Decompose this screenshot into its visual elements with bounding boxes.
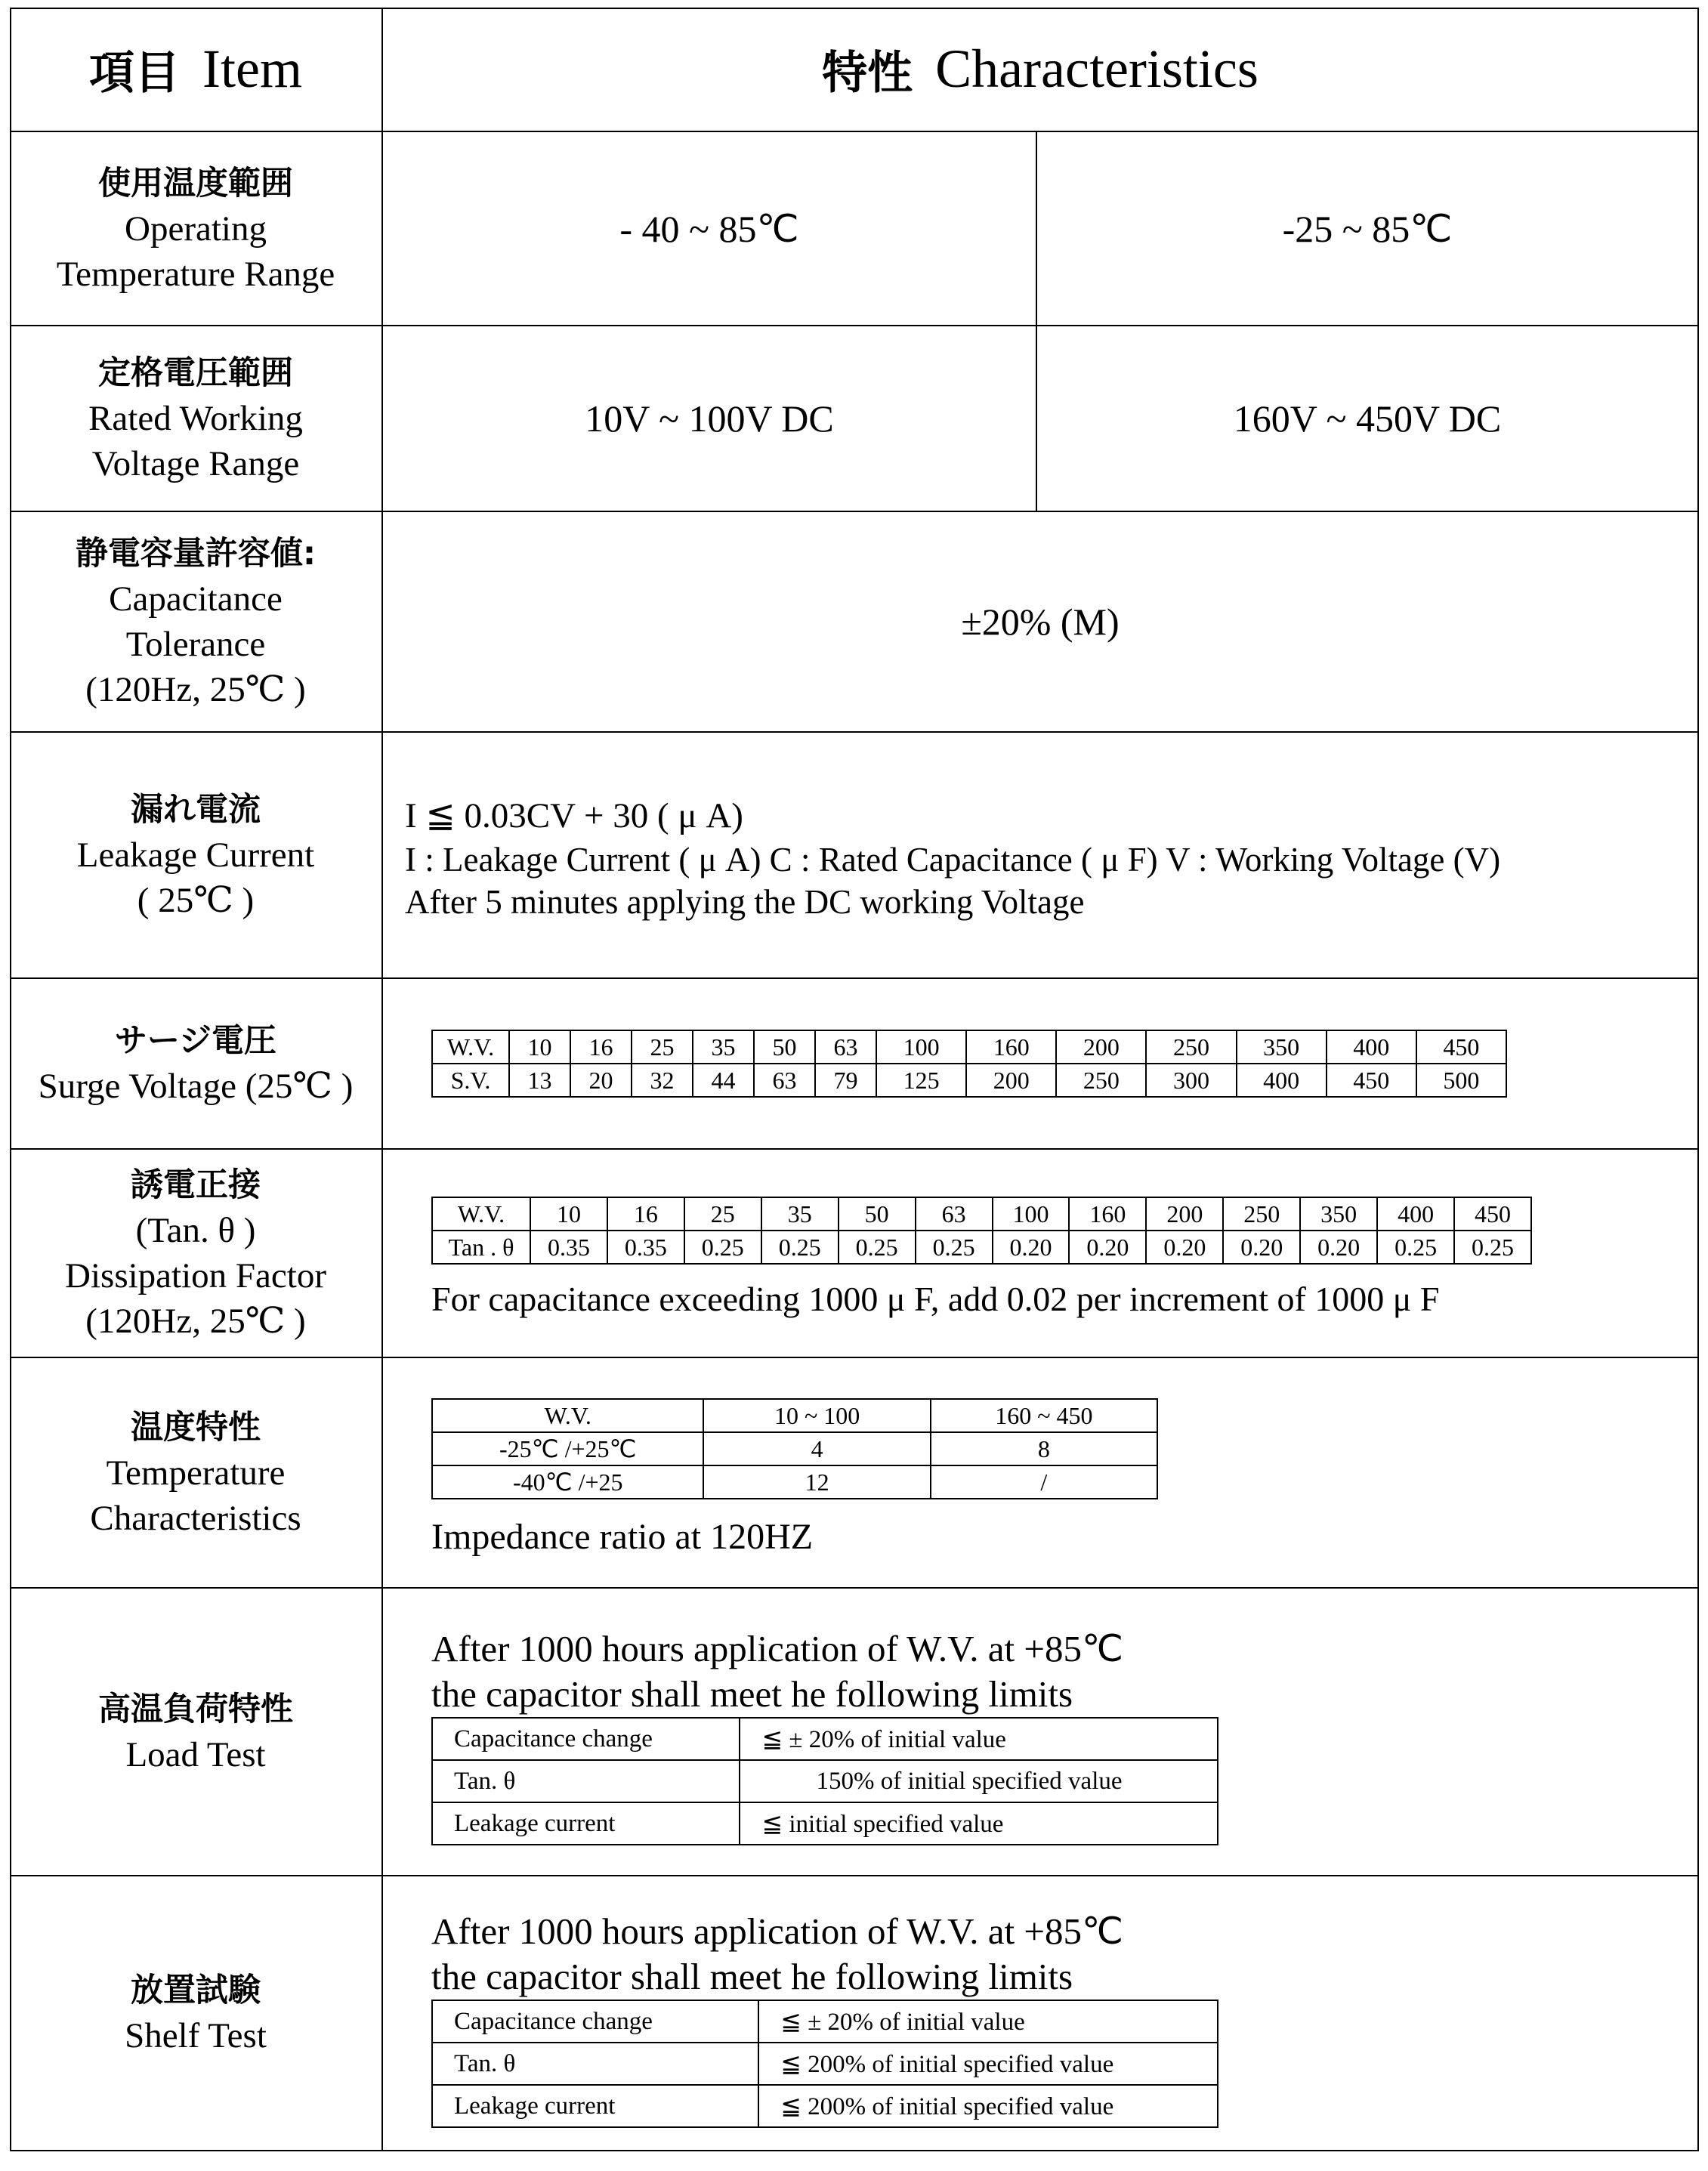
load-test-limits-table [431,1717,1218,1845]
table-cell: 10 [509,1030,570,1064]
table-cell: ≦ ± 20% of initial value [740,1718,1218,1760]
label-jp: 静電容量許容値: [75,535,317,573]
table-row [432,1197,1531,1231]
table-cell: 35 [693,1030,754,1064]
label-en: Voltage Range [91,444,300,483]
table-cell: 13 [509,1064,570,1097]
table-cell: 300 [1146,1064,1236,1097]
table-cell: 0.25 [916,1231,993,1264]
label-en: Operating [125,208,267,249]
table-row [432,1432,1157,1465]
label-en: Tolerance [125,625,266,664]
table-cell: 160 [966,1030,1056,1064]
table-cell: 63 [916,1197,993,1231]
leakage-current-label [10,733,381,977]
table-cell: 0.20 [1146,1231,1223,1264]
table-cell: 250 [1223,1197,1300,1231]
table-cell: 79 [815,1064,876,1097]
label-jp: 誘電正接 [131,1166,261,1204]
dissipation-factor-label [10,1150,381,1357]
table-cell: 100 [993,1197,1070,1231]
header-item-en: Item [202,39,302,99]
table-cell: 0.35 [530,1231,607,1264]
operating-temp-value-high: -25 ~ 85℃ [1282,207,1453,250]
header-characteristics-en: Characteristics [935,39,1259,99]
rated-voltage-value-low: 10V ~ 100V DC [585,397,834,440]
table-row [432,2000,1218,2043]
capacitance-tolerance-label [10,512,381,731]
table-cell: W.V. [432,1399,703,1432]
table-cell: 0.20 [1223,1231,1300,1264]
table-cell: Tan. θ [432,1760,740,1802]
table-cell: 20 [570,1064,632,1097]
table-cell: ≦ ± 20% of initial value [758,2000,1218,2043]
leakage-note: After 5 minutes applying the DC working Voltage [405,883,1085,921]
table-cell: 0.25 [684,1231,761,1264]
table-cell: W.V. [432,1197,530,1231]
rated-voltage-value-high: 160V ~ 450V DC [1233,397,1502,440]
table-cell: 125 [876,1064,966,1097]
table-cell: 10 ~ 100 [703,1399,930,1432]
label-en: Characteristics [90,1498,301,1538]
table-cell: 0.25 [1454,1231,1531,1264]
operating-temp-label [10,132,381,325]
label-jp: 温度特性 [131,1408,261,1447]
load-test-label [10,1589,381,1875]
table-row [432,2085,1218,2127]
table-cell: 44 [693,1064,754,1097]
table-cell: ≦ 200% of initial specified value [758,2043,1218,2085]
table-cell: -40℃ /+25 [432,1465,703,1499]
table-cell: 150% of initial specified value [740,1760,1218,1802]
surge-voltage-label [10,979,381,1148]
header-item-jp: 項目 [89,46,181,100]
rated-voltage-label [10,326,381,511]
label-en: Leakage Current [76,835,315,875]
table-cell: 450 [1327,1064,1416,1097]
table-cell: 350 [1300,1197,1377,1231]
table-cell: 12 [703,1465,930,1499]
shelf-test-line2: the capacitor shall meet he following limits [431,1956,1073,1997]
table-row [432,1030,1506,1064]
table-cell: 250 [1056,1064,1146,1097]
header-item-cell [10,8,381,131]
table-cell: 0.20 [1300,1231,1377,1264]
table-cell: 500 [1416,1064,1506,1097]
table-row [432,1231,1531,1264]
table-row [432,1718,1218,1760]
table-cell: Capacitance change [432,1718,740,1760]
label-en: ( 25℃ ) [137,881,255,920]
label-en: Rated Working [88,399,303,438]
table-cell: 63 [815,1030,876,1064]
table-cell: 0.20 [1069,1231,1146,1264]
table-cell: Tan . θ [432,1231,530,1264]
table-row [432,1399,1157,1432]
surge-voltage-table [431,1030,1507,1098]
operating-temp-value-low: - 40 ~ 85℃ [619,207,799,250]
leakage-formula: I ≦ 0.03CV + 30 ( μ A) [405,796,743,835]
table-cell: 50 [754,1030,815,1064]
impedance-note: Impedance ratio at 120HZ [431,1517,814,1557]
header-characteristics-jp: 特性 [822,46,913,100]
table-cell: 50 [839,1197,916,1231]
label-jp: サージ電圧 [114,1022,277,1060]
table-cell: 350 [1237,1030,1327,1064]
table-cell: 100 [876,1030,966,1064]
table-cell: W.V. [432,1030,509,1064]
leakage-definitions: I : Leakage Current ( μ A) C : Rated Capacitance ( μ F) V : Working Voltage (V) [405,841,1501,879]
table-cell: Tan. θ [432,2043,758,2085]
label-en: (120Hz, 25℃ ) [85,670,306,709]
label-en: Dissipation Factor [65,1256,326,1295]
table-cell: 400 [1327,1030,1416,1064]
table-cell: -25℃ /+25℃ [432,1432,703,1465]
table-cell: 400 [1377,1197,1454,1231]
load-test-line2: the capacitor shall meet he following limits [431,1673,1073,1715]
table-cell: 0.35 [607,1231,684,1264]
table-cell: 400 [1237,1064,1327,1097]
shelf-test-label [10,1876,381,2150]
table-cell: 0.25 [761,1231,839,1264]
header-characteristics-cell [383,8,1697,131]
label-en: Shelf Test [125,2016,267,2055]
table-row [432,1760,1218,1802]
table-cell: 450 [1454,1197,1531,1231]
table-row [432,2043,1218,2085]
table-cell: 25 [684,1197,761,1231]
table-cell: Capacitance change [432,2000,758,2043]
table-row [432,1064,1506,1097]
border-bottom [10,2150,1699,2151]
capacitance-tolerance-value: ±20% (M) [961,601,1120,643]
table-cell: 0.25 [839,1231,916,1264]
label-en: Load Test [125,1734,266,1774]
label-jp: 放置試験 [131,1972,261,2009]
table-cell: 0.25 [1377,1231,1454,1264]
table-cell: 160 [1069,1197,1146,1231]
label-en: Surge Voltage (25℃ ) [38,1067,354,1106]
table-cell: / [931,1465,1157,1499]
label-en: (120Hz, 25℃ ) [85,1302,306,1341]
table-cell: 8 [931,1432,1157,1465]
border-right [1697,8,1699,2151]
dissipation-factor-table [431,1197,1532,1265]
load-test-line1: After 1000 hours application of W.V. at +85℃ [431,1628,1123,1669]
table-row [432,1465,1157,1499]
table-cell: 160 ~ 450 [931,1399,1157,1432]
temperature-characteristics-table [431,1398,1158,1499]
label-jp: 使用温度範囲 [98,164,293,202]
table-cell: Leakage current [432,1802,740,1845]
label-jp: 漏れ電流 [131,791,261,829]
table-cell: 4 [703,1432,930,1465]
table-cell: 250 [1146,1030,1236,1064]
table-cell: ≦ initial specified value [740,1802,1218,1845]
table-cell: S.V. [432,1064,509,1097]
table-cell: Leakage current [432,2085,758,2127]
label-jp: 定格電圧範囲 [98,354,293,392]
spec-table [10,8,1699,2151]
table-cell: 35 [761,1197,839,1231]
label-en: Temperature [106,1453,286,1493]
shelf-test-line1: After 1000 hours application of W.V. at +85℃ [431,1910,1123,1952]
table-cell: 200 [1146,1197,1223,1231]
table-cell: 16 [570,1030,632,1064]
table-cell: 25 [632,1030,693,1064]
label-jp: 高温負荷特性 [98,1690,293,1728]
dissipation-note: For capacitance exceeding 1000 μ F, add 0.02 per increment of 1000 μ F [431,1280,1440,1318]
table-cell: 32 [632,1064,693,1097]
table-cell: 450 [1416,1030,1506,1064]
table-cell: 63 [754,1064,815,1097]
label-en: Capacitance [109,579,283,619]
table-cell: 200 [1056,1030,1146,1064]
shelf-test-limits-table [431,2000,1218,2128]
table-cell: 16 [607,1197,684,1231]
table-cell: 0.20 [993,1231,1070,1264]
table-row [432,1802,1218,1845]
temperature-characteristics-label [10,1358,381,1587]
table-cell: 10 [530,1197,607,1231]
table-cell: 200 [966,1064,1056,1097]
table-cell: ≦ 200% of initial specified value [758,2085,1218,2127]
label-en: (Tan. θ ) [135,1211,256,1250]
label-en: Temperature Range [56,254,335,294]
